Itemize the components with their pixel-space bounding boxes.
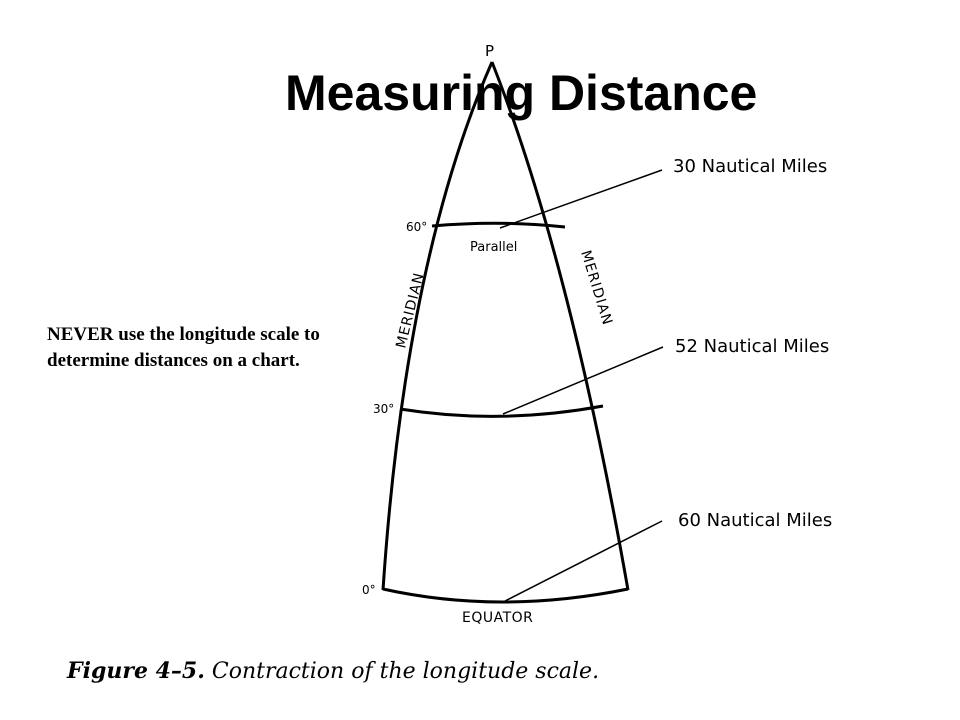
figure-caption-text: Contraction of the longitude scale. [211,659,600,684]
distance-label-60nm: 60 Nautical Miles [678,510,833,531]
slide-title: Measuring Distance [285,65,758,121]
parallel-30-line [400,406,603,416]
lat-30-label: 30° [373,402,395,416]
leader-line-60nm [505,521,662,601]
figure-number: Figure 4–5. [67,658,205,684]
leader-line-30nm [500,170,662,228]
parallel-60-line [432,223,565,227]
distance-label-30nm: 30 Nautical Miles [673,156,828,177]
distance-label-52nm: 52 Nautical Miles [675,336,830,357]
warning-note: NEVER use the longitude scale to determine distances on a chart. [47,324,320,371]
parallel-label: Parallel [470,240,518,255]
left-meridian-label: MERIDIAN [393,270,428,350]
equator-label: EQUATOR [462,610,534,626]
lat-0-label: 0° [362,583,376,597]
right-meridian-label: MERIDIAN [577,248,616,328]
leader-line-52nm [503,347,663,414]
lat-60-label: 60° [406,220,428,234]
right-meridian-line [492,62,628,590]
figure-caption [67,658,599,684]
pole-label: P [485,42,495,60]
